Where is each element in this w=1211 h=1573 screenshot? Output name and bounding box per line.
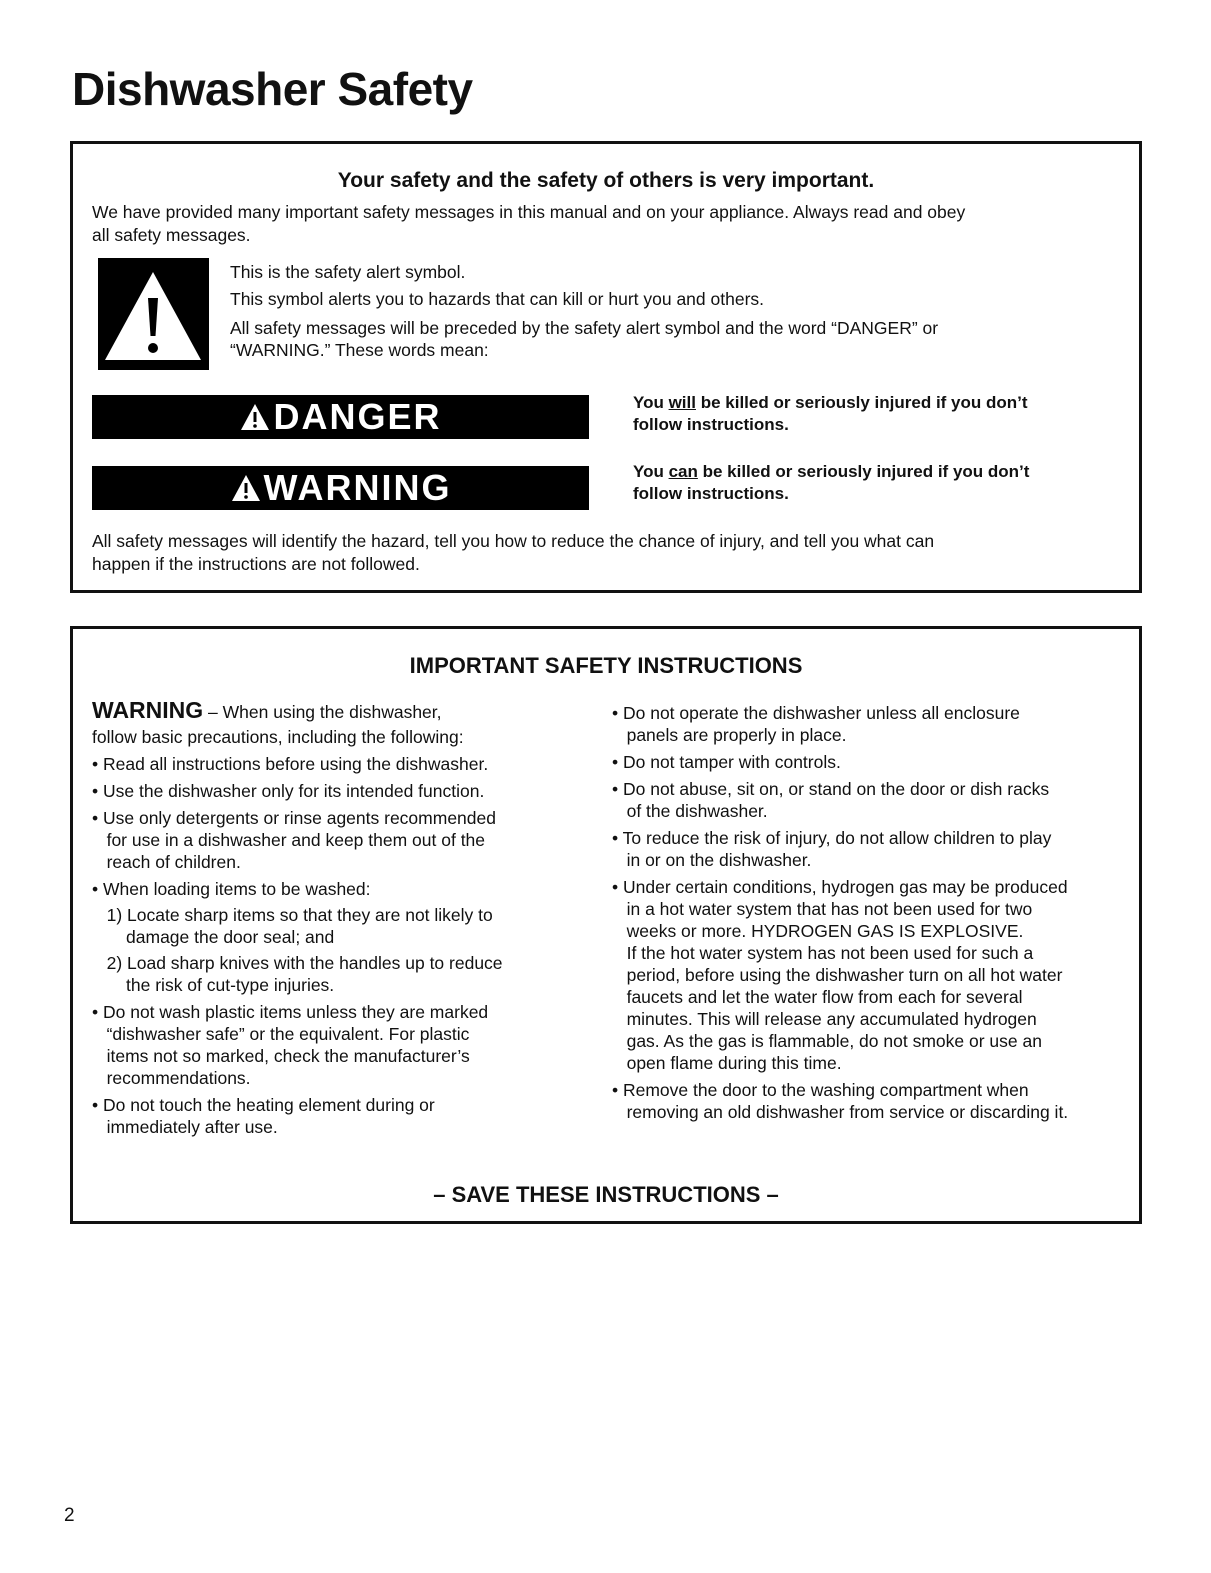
instruction-line: of the dishwasher. [612, 801, 768, 821]
symbol-text-3: All safety messages will be preceded by the safety alert symbol and the word “DANGER” or [230, 318, 939, 338]
warning-description: You can be killed or seriously injured if you don’t follow instructions. [633, 462, 1030, 503]
instruction-line: removing an old dishwasher from service or discarding it. [612, 1102, 1069, 1122]
symbol-text-2: This symbol alerts you to hazards that can kill or hurt you and others. [230, 289, 765, 309]
instruction-line: • Use only detergents or rinse agents recommended [92, 808, 496, 828]
instruction-line: • Do not abuse, sit on, or stand on the door or dish racks [612, 779, 1050, 799]
instructions-title: IMPORTANT SAFETY INSTRUCTIONS [409, 653, 803, 678]
instruction-line: minutes. This will release any accumulated hydrogen [612, 1009, 1037, 1029]
instruction-line: damage the door seal; and [92, 927, 335, 947]
intro-line-2: all safety messages. [92, 225, 251, 245]
instruction-line: 1) Locate sharp items so that they are not likely to [92, 905, 493, 925]
instruction-line: immediately after use. [92, 1117, 278, 1137]
instruction-line: reach of children. [92, 852, 241, 872]
instruction-line: open flame during this time. [612, 1053, 842, 1073]
danger-label: DANGER [273, 396, 442, 437]
instruction-line: • Read all instructions before using the dishwasher. [92, 754, 489, 774]
instruction-line: in or on the dishwasher. [612, 850, 812, 870]
instruction-line: follow basic precautions, including the following: [92, 727, 464, 747]
instruction-line: items not so marked, check the manufacturer’s [92, 1046, 470, 1066]
instruction-line: gas. As the gas is flammable, do not smoke or use an [612, 1031, 1042, 1051]
instruction-line: • Use the dishwasher only for its intended function. [92, 781, 485, 801]
symbol-text-4: “WARNING.” These words mean: [230, 340, 489, 360]
alert-triangle-icon [239, 402, 271, 432]
instruction-line: “dishwasher safe” or the equivalent. For plastic [92, 1024, 470, 1044]
safety-instructions-box [70, 626, 1142, 1224]
save-instructions: – SAVE THESE INSTRUCTIONS – [433, 1182, 779, 1207]
danger-description: You will be killed or seriously injured if you don’t follow instructions. [633, 393, 1028, 434]
instruction-line: • Do not operate the dishwasher unless all enclosure [612, 703, 1020, 723]
instruction-line: • Do not tamper with controls. [612, 752, 841, 772]
warning-label: WARNING [263, 467, 452, 508]
safety-heading: Your safety and the safety of others is very important. [337, 169, 875, 192]
warning-emphasis: can [668, 462, 698, 481]
instruction-line: • Do not wash plastic items unless they are marked [92, 1002, 489, 1022]
warning-lead [92, 699, 442, 723]
warning-bar [92, 466, 589, 510]
warning-lead-text: – When using the dishwasher, [203, 702, 442, 722]
closing-line-2: happen if the instructions are not followed. [92, 554, 420, 574]
instruction-line: period, before using the dishwasher turn on all hot water [612, 965, 1063, 985]
instruction-line: weeks or more. HYDROGEN GAS IS EXPLOSIVE. [612, 921, 1024, 941]
closing-line-1: All safety messages will identify the hazard, tell you how to reduce the chance of injury, and tell you what can [92, 531, 935, 551]
instruction-line: for use in a dishwasher and keep them out of the [92, 830, 486, 850]
instruction-line: recommendations. [92, 1068, 251, 1088]
instruction-line: • To reduce the risk of injury, do not allow children to play [612, 828, 1052, 848]
instruction-line: 2) Load sharp knives with the handles up to reduce [92, 953, 503, 973]
warning-word: WARNING [92, 697, 204, 723]
instruction-line: • Under certain conditions, hydrogen gas may be produced [612, 877, 1068, 897]
instruction-line: • Remove the door to the washing compartment when [612, 1080, 1029, 1100]
instruction-line: in a hot water system that has not been used for two [612, 899, 1033, 919]
warning-triangle-icon [98, 258, 209, 370]
instruction-line: • Do not touch the heating element during or [92, 1095, 435, 1115]
danger-emphasis: will [668, 393, 696, 412]
intro-line-1: We have provided many important safety messages in this manual and on your appliance. Always read and obey [92, 202, 966, 222]
page-title: Dishwasher Safety [72, 63, 473, 115]
instruction-line: faucets and let the water flow from each for several [612, 987, 1023, 1007]
safety-info-box [70, 141, 1142, 593]
instruction-line: If the hot water system has not been used for such a [612, 943, 1034, 963]
instruction-line: the risk of cut-type injuries. [92, 975, 335, 995]
page-number: 2 [64, 1505, 75, 1526]
instruction-line: panels are properly in place. [612, 725, 847, 745]
instruction-line: • When loading items to be washed: [92, 879, 371, 899]
symbol-text-1: This is the safety alert symbol. [230, 262, 466, 282]
danger-bar [92, 395, 589, 439]
alert-triangle-icon [230, 473, 262, 503]
